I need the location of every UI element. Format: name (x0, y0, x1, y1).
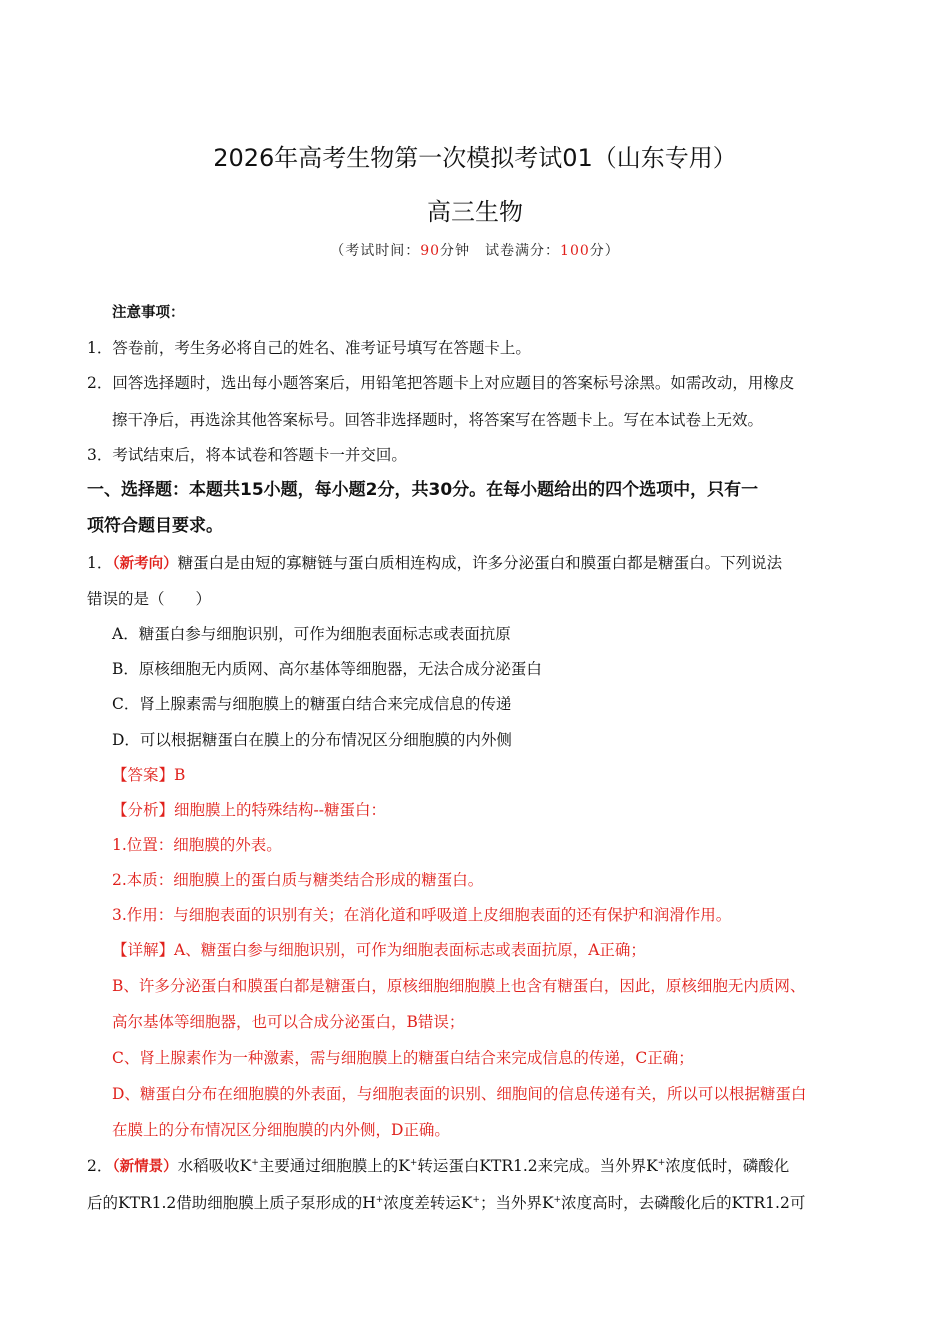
section-heading-line-1: 一、选择题：本题共15小题，每小题2分，共30分。在每小题给出的四个选项中，只有一 (87, 480, 759, 500)
q1-option-d: D．可以根据糖蛋白在膜上的分布情况区分细胞膜的内外侧 (112, 731, 512, 749)
note-item-2-line-2: 擦干净后，再选涂其他答案标号。回答非选择题时，将答案写在答题卡上。写在本试卷上无效。 (112, 411, 764, 429)
q1-tag: （新考向） (112, 556, 178, 572)
q1-option-c: C．肾上腺素需与细胞膜上的糖蛋白结合来完成信息的传递 (112, 695, 512, 713)
exam-info (0, 240, 950, 260)
q1-detail-2b: 高尔基体等细胞器，也可以合成分泌蛋白，B错误； (112, 1013, 465, 1031)
q1-detail-4a: D、糖蛋白分布在细胞膜的外表面，与细胞表面的识别、细胞间的信息传递有关，所以可以根据糖蛋白 (112, 1085, 807, 1103)
exam-info-prefix: （考试时间： (330, 243, 421, 259)
q2-text: ；当外界K (479, 1194, 554, 1212)
subject-title: 高三生物 (427, 198, 523, 226)
q1-analysis-2: 2.本质：细胞膜上的蛋白质与糖类结合形成的糖蛋白。 (112, 871, 484, 889)
exam-time-unit: 分钟 试卷满分： (440, 243, 561, 259)
q1-stem-text: 糖蛋白是由短的寡糖链与蛋白质相连构成，许多分泌蛋白和膜蛋白都是糖蛋白。下列说法 (177, 554, 783, 572)
q2-number: 2． (87, 1157, 113, 1175)
section-heading-line-2: 项符合题目要求。 (87, 516, 223, 536)
q1-detail-3: C、肾上腺素作为一种激素，需与细胞膜上的糖蛋白结合来完成信息的传递，C正确； (112, 1049, 694, 1067)
superscript: + (375, 1194, 384, 1205)
q2-text: 浓度高时，去磷酸化后的KTR1.2可 (561, 1194, 806, 1212)
q2-text: 转运蛋白KTR1.2来完成。当外界K (417, 1157, 658, 1175)
q1-detail-2a: B、许多分泌蛋白和膜蛋白都是糖蛋白，原核细胞细胞膜上也含有糖蛋白，因此，原核细胞无内质网、 (112, 977, 806, 995)
q2-stem-line-2 (87, 1193, 862, 1213)
exam-score-unit: 分） (589, 243, 620, 259)
superscript: + (251, 1157, 259, 1168)
q2-text: 浓度低时，磷酸化 (665, 1157, 790, 1175)
note-item-2-line-1: 2．回答选择题时，选出每小题答案后，用铅笔把答题卡上对应题目的答案标号涂黑。如需改动，用橡皮 (87, 374, 795, 392)
q1-answer: 【答案】B (112, 766, 186, 784)
q1-analysis-3: 3.作用：与细胞表面的识别有关；在消化道和呼吸道上皮细胞表面的还有保护和润滑作用。 (112, 906, 732, 924)
superscript: + (409, 1157, 418, 1168)
q1-option-b: B．原核细胞无内质网、高尔基体等细胞器，无法合成分泌蛋白 (112, 660, 542, 678)
q2-text: 主要通过细胞膜上的K (258, 1157, 410, 1175)
note-item-3: 3．考试结束后，将本试卷和答题卡一并交回。 (87, 446, 407, 464)
q2-tag: （新情景） (112, 1159, 178, 1175)
q1-analysis-heading: 【分析】细胞膜上的特殊结构--糖蛋白： (112, 801, 386, 819)
q1-detail-4b: 在膜上的分布情况区分细胞膜的内外侧，D正确。 (112, 1121, 450, 1139)
superscript: + (553, 1194, 562, 1205)
exam-score-value: 100 (560, 243, 590, 259)
exam-time-value: 90 (420, 243, 441, 259)
note-item-1: 1．答卷前，考生务必将自己的姓名、准考证号填写在答题卡上。 (87, 339, 531, 357)
q2-stem-line-1 (87, 1156, 862, 1177)
q2-text: 后的KTR1.2借助细胞膜上质子泵形成的H (87, 1194, 376, 1212)
q1-number: 1． (87, 554, 113, 572)
q2-text: 浓度差转运K (383, 1194, 473, 1212)
q1-analysis-1: 1.位置：细胞膜的外表。 (112, 836, 282, 854)
q1-detail-1: 【详解】A、糖蛋白参与细胞识别，可作为细胞表面标志或表面抗原，A正确； (112, 941, 646, 959)
exam-title: 2026年高考生物第一次模拟考试01（山东专用） (213, 144, 737, 172)
q1-option-a: A．糖蛋白参与细胞识别，可作为细胞表面标志或表面抗原 (112, 625, 511, 643)
notes-heading: 注意事项： (112, 305, 185, 321)
q2-text: 水稻吸收K (177, 1157, 252, 1175)
superscript: + (657, 1157, 666, 1168)
superscript: + (472, 1194, 480, 1205)
q1-stem-line-1 (87, 553, 862, 574)
q1-stem-line-2: 错误的是（ ） (87, 590, 212, 608)
